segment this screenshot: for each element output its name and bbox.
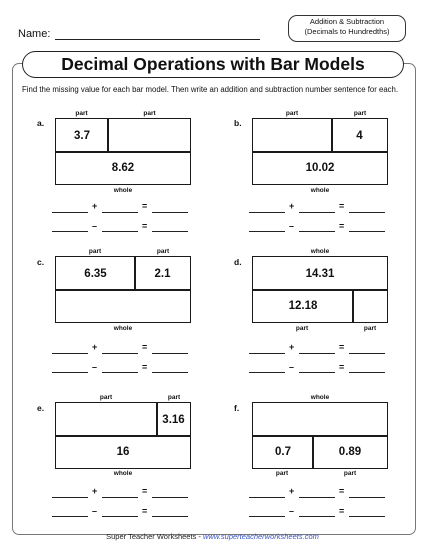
equals-sign: = [339,486,345,496]
answer-blank[interactable] [152,231,188,232]
problem-letter: a. [37,118,45,128]
plus-sign: + [289,486,295,496]
part-label: part [275,470,289,477]
footer-link[interactable]: www.superteacherworksheets.com [202,532,319,541]
minus-sign: – [289,506,295,516]
answer-blank[interactable] [349,212,385,213]
part-box: 2.1 [134,256,191,291]
whole-box: 10.02 [252,151,388,185]
part-label: part [285,110,299,117]
answer-blank[interactable] [349,231,385,232]
part-label: part [295,325,309,332]
part-box: 0.7 [252,435,314,469]
minus-sign: – [92,362,98,372]
answer-blank[interactable] [249,497,285,498]
equals-sign: = [142,506,148,516]
answer-blank[interactable] [102,516,138,517]
equals-sign: = [142,362,148,372]
part-box [252,118,333,153]
answer-blank[interactable] [52,353,88,354]
answer-blank[interactable] [52,231,88,232]
minus-sign: – [289,221,295,231]
part-box: 3.7 [55,118,109,153]
answer-blank[interactable] [152,497,188,498]
answer-blank[interactable] [152,516,188,517]
whole-label: whole [113,187,133,194]
whole-label: whole [113,325,133,332]
problem-letter: e. [37,403,45,413]
answer-blank[interactable] [52,212,88,213]
answer-blank[interactable] [299,212,335,213]
answer-blank[interactable] [349,353,385,354]
part-box: 12.18 [252,289,354,323]
answer-blank[interactable] [349,516,385,517]
footer-text: Super Teacher Worksheets - [106,532,203,541]
plus-sign: + [92,201,98,211]
whole-label: whole [310,248,330,255]
answer-blank[interactable] [349,372,385,373]
answer-blank[interactable] [299,353,335,354]
worksheet-title: Decimal Operations with Bar Models [22,51,404,78]
answer-blank[interactable] [102,497,138,498]
instructions: Find the missing value for each bar model. Then write an addition and subtraction number sentence for each. [22,85,399,94]
equals-sign: = [142,486,148,496]
whole-box [55,289,191,323]
answer-blank[interactable] [249,516,285,517]
answer-blank[interactable] [249,212,285,213]
answer-blank[interactable] [102,372,138,373]
whole-box [252,402,388,437]
problem-letter: c. [37,257,45,267]
name-line[interactable] [55,39,260,40]
minus-sign: – [289,362,295,372]
whole-label: whole [310,187,330,194]
plus-sign: + [92,342,98,352]
minus-sign: – [92,221,98,231]
answer-blank[interactable] [102,353,138,354]
answer-blank[interactable] [249,372,285,373]
part-box [352,289,388,323]
equals-sign: = [142,342,148,352]
part-box [107,118,191,153]
answer-blank[interactable] [102,212,138,213]
part-label: part [363,325,377,332]
plus-sign: + [289,342,295,352]
answer-blank[interactable] [102,231,138,232]
plus-sign: + [289,201,295,211]
part-label: part [167,394,181,401]
topic-line-1: Addition & Subtraction [309,17,385,26]
answer-blank[interactable] [52,372,88,373]
topic-line-2: (Decimals to Hundredths) [304,27,390,36]
answer-blank[interactable] [299,497,335,498]
problem-letter: b. [234,118,242,128]
part-label: part [343,470,357,477]
part-label: part [75,110,88,117]
answer-blank[interactable] [152,372,188,373]
problem-letter: d. [234,257,242,267]
part-label: part [143,110,156,117]
equals-sign: = [339,342,345,352]
part-label: part [99,394,113,401]
equals-sign: = [142,201,148,211]
equals-sign: = [142,221,148,231]
whole-box: 14.31 [252,256,388,291]
answer-blank[interactable] [249,353,285,354]
answer-blank[interactable] [249,231,285,232]
whole-label: whole [113,470,133,477]
answer-blank[interactable] [299,372,335,373]
minus-sign: – [92,506,98,516]
topic-tag [288,15,406,42]
answer-blank[interactable] [152,212,188,213]
answer-blank[interactable] [349,497,385,498]
whole-label: whole [310,394,330,401]
part-box [55,402,158,437]
answer-blank[interactable] [299,516,335,517]
part-box: 3.16 [156,402,191,437]
answer-blank[interactable] [152,353,188,354]
answer-blank[interactable] [52,497,88,498]
part-box: 4 [331,118,388,153]
equals-sign: = [339,201,345,211]
equals-sign: = [339,362,345,372]
equals-sign: = [339,221,345,231]
answer-blank[interactable] [299,231,335,232]
part-box: 0.89 [312,435,388,469]
part-label: part [353,110,367,117]
whole-box: 8.62 [55,151,191,185]
answer-blank[interactable] [52,516,88,517]
footer [0,532,425,541]
whole-box: 16 [55,435,191,469]
name-label: Name: [18,28,51,40]
part-label: part [156,248,170,255]
part-label: part [88,248,102,255]
part-box: 6.35 [55,256,136,291]
equals-sign: = [339,506,345,516]
problem-letter: f. [234,403,240,413]
plus-sign: + [92,486,98,496]
